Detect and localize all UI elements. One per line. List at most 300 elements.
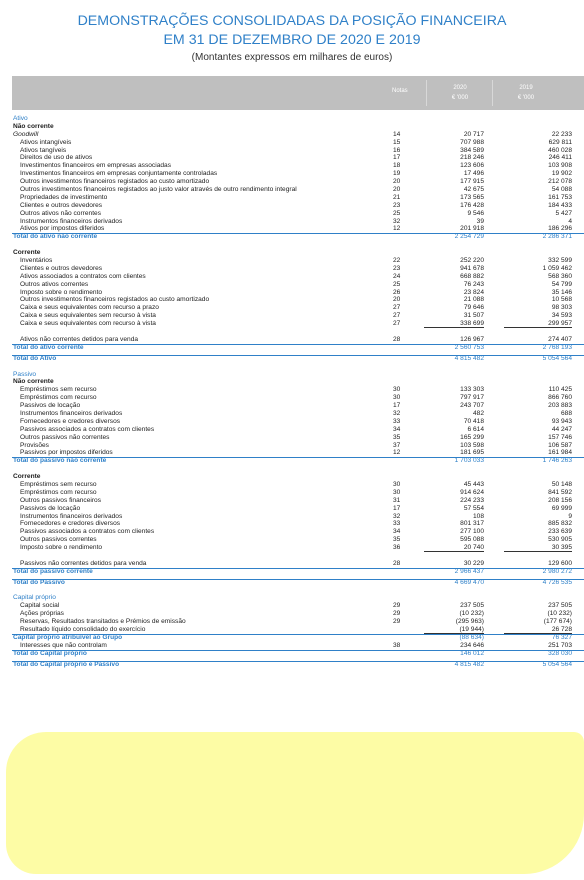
row-note: 23 [393, 201, 401, 209]
table-row [12, 560, 584, 568]
value-2019: 233 639 [548, 528, 572, 536]
total-row [12, 634, 584, 642]
row-label: Total do Capital próprio [13, 649, 87, 657]
row-note: 37 [393, 441, 401, 449]
section-heading [12, 115, 584, 123]
spacer-row [12, 328, 584, 336]
balance-sheet-table [12, 112, 584, 668]
value-2019: 10 568 [551, 296, 572, 304]
value-2019: 1 059 462 [542, 264, 572, 272]
value-2020: 277 100 [460, 528, 484, 536]
row-label: Empréstimos com recurso [20, 488, 97, 496]
value-2019: 98 303 [551, 304, 572, 312]
value-2019: 688 [560, 409, 572, 417]
value-2020: 70 418 [463, 417, 484, 425]
row-note: 19 [393, 170, 401, 178]
value-2019: 50 148 [551, 480, 572, 488]
row-label: Ativos associados a contratos com clientes [20, 272, 146, 280]
row-label: Ações próprias [20, 610, 64, 618]
value-2020: 126 967 [460, 335, 484, 343]
value-2019: 1 746 263 [542, 457, 572, 465]
row-note: 29 [393, 618, 401, 626]
table-row [12, 281, 584, 289]
table-row [12, 257, 584, 265]
value-2019: 157 746 [548, 433, 572, 441]
row-note: 12 [393, 449, 401, 457]
value-2019: 186 296 [492, 225, 572, 233]
section-heading [12, 371, 584, 379]
value-2020: 173 565 [460, 193, 484, 201]
value-2019: 212 078 [548, 178, 572, 186]
row-note: 30 [393, 488, 401, 496]
row-label: Clientes e outros devedores [20, 264, 103, 272]
row-note: 36 [393, 544, 401, 552]
value-2019: 2 768 193 [542, 343, 572, 351]
value-2020: 668 882 [460, 272, 484, 280]
notes-column-header: Notas [392, 88, 408, 94]
value-2019: 30 395 [492, 544, 572, 552]
value-2019: 129 600 [548, 559, 572, 567]
table-row [12, 473, 584, 481]
row-note: 23 [393, 264, 401, 272]
value-2019: 203 883 [548, 402, 572, 410]
table-row [12, 626, 584, 634]
value-2019: 106 587 [548, 441, 572, 449]
yellow-highlight-marker [6, 732, 584, 874]
statement-title-line1: DEMONSTRAÇÕES CONSOLIDADAS DA POSIÇÃO FINANCEIRA [77, 13, 507, 29]
value-2019: (10 232) [547, 610, 572, 618]
value-2019: 54 088 [551, 186, 572, 194]
row-note: 29 [393, 602, 401, 610]
row-label: Passivos associados a contratos com clientes [20, 528, 155, 536]
row-label: Corrente [13, 249, 41, 257]
row-label: Empréstimos sem recurso [20, 386, 97, 394]
row-label: Instrumentos financeiros derivados [20, 409, 123, 417]
value-2020: 20 717 [463, 130, 484, 138]
value-2020: 20 740 [412, 544, 484, 552]
value-2020: 4 815 482 [454, 354, 484, 362]
value-2020: 237 505 [460, 602, 484, 610]
section-heading [12, 594, 584, 602]
row-note: 20 [393, 186, 401, 194]
row-label: Caixa e seus equivalentes com recurso à vista [20, 320, 156, 328]
table-row [12, 178, 584, 186]
table-row [12, 312, 584, 320]
value-2019: 161 753 [548, 193, 572, 201]
table-row [12, 210, 584, 218]
value-2020: 243 707 [460, 402, 484, 410]
value-2019: 4 [568, 217, 572, 225]
spacer-row [12, 363, 584, 371]
row-label: Não corrente [13, 122, 54, 130]
value-2020: 133 303 [460, 386, 484, 394]
value-2019: 93 943 [551, 417, 572, 425]
table-row [12, 225, 584, 233]
row-label: Imposto sobre o rendimento [20, 544, 103, 552]
total-row [12, 650, 584, 658]
row-note: 32 [393, 217, 401, 225]
row-label: Instrumentos financeiros derivados [20, 512, 123, 520]
table-row [12, 410, 584, 418]
value-2020: 79 646 [463, 304, 484, 312]
row-label: Outros ativos não correntes [20, 209, 101, 217]
value-2020: (88 634) [459, 633, 484, 641]
row-label: Ativo [13, 115, 28, 122]
total-row [12, 344, 584, 352]
table-row [12, 296, 584, 304]
table-row [12, 265, 584, 273]
table-row [12, 162, 584, 170]
table-row [12, 418, 584, 426]
row-note: 35 [393, 433, 401, 441]
table-row [12, 386, 584, 394]
value-2020: 23 824 [463, 288, 484, 296]
statement-title-line2: EM 31 DE DEZEMBRO DE 2020 E 2019 [163, 32, 421, 48]
value-2020: 103 598 [460, 441, 484, 449]
table-row [12, 442, 584, 450]
table-row [12, 131, 584, 139]
value-2020: 2 966 437 [454, 567, 484, 575]
total-row [12, 457, 584, 465]
row-note: 29 [393, 610, 401, 618]
total-row [12, 355, 584, 363]
table-row [12, 402, 584, 410]
value-2019: 54 799 [551, 280, 572, 288]
row-label: Empréstimos com recurso [20, 394, 97, 402]
value-2019: 34 593 [551, 312, 572, 320]
value-2019: 5 054 564 [542, 354, 572, 362]
value-2019: 246 411 [548, 154, 572, 162]
value-2020: 4 669 470 [454, 578, 484, 586]
value-2019: 4 726 535 [542, 578, 572, 586]
row-label: Outros investimentos financeiros registados ao custo amortizado [20, 296, 210, 304]
row-note: 31 [393, 496, 401, 504]
row-label: Propriedades de investimento [20, 193, 108, 201]
value-2019: 2 980 272 [542, 567, 572, 575]
table-row [12, 320, 584, 328]
value-2019: 5 427 [555, 209, 572, 217]
year-2020-label: 2020 [453, 85, 467, 91]
row-label: Passivos associados a contratos com clientes [20, 425, 155, 433]
value-2019: 103 908 [548, 162, 572, 170]
value-2020: 1 703 033 [454, 457, 484, 465]
value-2019: 22 233 [551, 130, 572, 138]
row-label: Passivos não correntes detidos para venda [20, 559, 147, 567]
column-divider [492, 80, 493, 106]
table-row [12, 202, 584, 210]
value-2020: 252 220 [460, 257, 484, 265]
row-note: 35 [393, 536, 401, 544]
table-row [12, 434, 584, 442]
row-note: 24 [393, 272, 401, 280]
row-note: 30 [393, 394, 401, 402]
value-2019: (177 674) [543, 618, 572, 626]
row-label: Outros passivos financeiros [20, 496, 101, 504]
value-2019: 208 156 [548, 496, 572, 504]
value-2019: 110 425 [548, 386, 572, 394]
value-2020: 595 088 [460, 536, 484, 544]
value-2020: 941 678 [460, 264, 484, 272]
value-2019: 866 760 [548, 394, 572, 402]
value-2020: 108 [472, 512, 484, 520]
row-note: 30 [393, 386, 401, 394]
value-2020: 17 496 [463, 170, 484, 178]
table-row [12, 489, 584, 497]
value-2019: 9 [568, 512, 572, 520]
value-2020: 123 606 [460, 162, 484, 170]
row-label: Outros passivos não correntes [20, 433, 110, 441]
row-label: Capital social [20, 602, 60, 610]
spacer-row [12, 241, 584, 249]
column-divider [426, 80, 427, 106]
row-label: Imposto sobre o rendimento [20, 288, 103, 296]
row-label: Passivo [13, 370, 37, 378]
spacer-row [12, 552, 584, 560]
row-note: 27 [393, 320, 401, 328]
table-row [12, 186, 584, 194]
value-2020: 707 988 [460, 138, 484, 146]
spacer-row [12, 465, 584, 473]
total-row [12, 661, 584, 669]
row-label: Inventários [20, 257, 53, 265]
table-row [12, 147, 584, 155]
row-note: 20 [393, 178, 401, 186]
value-2019: 44 247 [551, 425, 572, 433]
row-label: Outros investimentos financeiros registados ao custo amortizado [20, 178, 210, 186]
row-label: Capital próprio [13, 594, 56, 602]
value-2020: 42 675 [463, 186, 484, 194]
row-label: Passivos de locação [20, 504, 81, 512]
row-note: 33 [393, 520, 401, 528]
total-row [12, 579, 584, 587]
row-label: Clientes e outros devedores [20, 201, 103, 209]
value-2020: 165 299 [460, 433, 484, 441]
value-2019: 530 905 [548, 536, 572, 544]
table-row [12, 618, 584, 626]
value-2020: 338 699 [412, 320, 484, 328]
row-label: Total do Capital próprio e Passivo [13, 660, 120, 668]
table-row [12, 194, 584, 202]
value-2019: 19 902 [551, 170, 572, 178]
table-row [12, 602, 584, 610]
table-row [12, 610, 584, 618]
total-row [12, 233, 584, 241]
value-2020: 914 624 [460, 488, 484, 496]
row-note: 32 [393, 409, 401, 417]
row-note: 28 [393, 335, 401, 343]
value-2019: 568 360 [548, 272, 572, 280]
value-2019: 237 505 [548, 602, 572, 610]
row-label: Capital próprio atribuível ao Grupo [13, 633, 123, 641]
table-row [12, 505, 584, 513]
row-note: 27 [393, 304, 401, 312]
value-2019: 629 811 [548, 138, 572, 146]
statement-subtitle: (Montantes expressos em milhares de euros) [191, 52, 393, 63]
value-2020: 45 443 [463, 480, 484, 488]
row-label: Fornecedores e credores diversos [20, 417, 121, 425]
value-2020: 2 560 753 [454, 343, 484, 351]
row-label: Reservas, Resultados transitados e Prémios de emissão [20, 618, 186, 626]
spacer-row [12, 587, 584, 595]
row-note: 20 [393, 296, 401, 304]
year-2019-unit: € '000 [517, 95, 535, 101]
table-row [12, 394, 584, 402]
table-row [12, 154, 584, 162]
row-note: 22 [393, 257, 401, 265]
value-2019: 184 433 [548, 201, 572, 209]
value-2019: 841 592 [548, 488, 572, 496]
value-2019: 460 028 [548, 146, 572, 154]
value-2020: 234 646 [460, 641, 484, 649]
value-2019: 299 957 [492, 320, 572, 328]
value-2020: 146 012 [460, 649, 484, 657]
table-row [12, 528, 584, 536]
row-label: Outros ativos correntes [20, 280, 89, 288]
row-label: Ativos intangíveis [20, 138, 72, 146]
row-label: Total do passivo não corrente [13, 457, 107, 465]
row-label: Corrente [13, 473, 41, 481]
table-row [12, 336, 584, 344]
table-row [12, 497, 584, 505]
row-note: 15 [393, 138, 401, 146]
year-2019-column-header [497, 83, 555, 103]
value-2020: 2 254 729 [454, 233, 484, 241]
value-2020: 76 243 [463, 280, 484, 288]
value-2020: 181 695 [412, 449, 484, 457]
table-row [12, 289, 584, 297]
row-label: Provisões [20, 441, 49, 449]
column-header-bar [12, 76, 584, 110]
row-note: 34 [393, 425, 401, 433]
value-2020: 201 918 [412, 225, 484, 233]
table-row [12, 426, 584, 434]
table-row [12, 273, 584, 281]
row-note: 25 [393, 280, 401, 288]
value-2020: 218 246 [460, 154, 484, 162]
value-2020: 6 614 [467, 425, 484, 433]
row-label: Investimentos financeiros em empresas associadas [20, 162, 171, 170]
row-label: Instrumentos financeiros derivados [20, 217, 123, 225]
table-row [12, 139, 584, 147]
table-row [12, 123, 584, 131]
row-note: 17 [393, 402, 401, 410]
value-2019: 161 984 [492, 449, 572, 457]
value-2020: 384 589 [460, 146, 484, 154]
value-2019: 5 054 564 [542, 660, 572, 668]
table-row [12, 520, 584, 528]
row-label: Passivos por impostos diferidos [20, 449, 113, 457]
row-label: Total do ativo não corrente [13, 233, 98, 241]
row-label: Investimentos financeiros em empresas conjuntamente controladas [20, 170, 218, 178]
row-label: Caixa e seus equivalentes com recurso a prazo [20, 304, 159, 312]
value-2020: 482 [472, 409, 484, 417]
row-note: 17 [393, 154, 401, 162]
row-note: 25 [393, 209, 401, 217]
row-note: 14 [393, 130, 401, 138]
value-2020: 30 229 [463, 559, 484, 567]
table-row [12, 170, 584, 178]
row-note: 30 [393, 480, 401, 488]
row-label: Empréstimos sem recurso [20, 480, 97, 488]
table-row [12, 249, 584, 257]
table-row [12, 378, 584, 386]
table-row [12, 218, 584, 226]
table-row [12, 449, 584, 457]
value-2019: 274 407 [548, 335, 572, 343]
table-row [12, 304, 584, 312]
row-note: 34 [393, 528, 401, 536]
table-row [12, 544, 584, 552]
table-row [12, 481, 584, 489]
row-label: Interesses que não controlam [20, 641, 107, 649]
row-note: 17 [393, 504, 401, 512]
value-2020: 801 317 [460, 520, 484, 528]
year-2020-column-header [431, 83, 489, 103]
row-label: Goodwill [13, 130, 39, 138]
value-2019: 251 703 [548, 641, 572, 649]
value-2020: 797 917 [460, 394, 484, 402]
row-label: Total do Passivo [13, 578, 65, 586]
value-2020: 31 507 [463, 312, 484, 320]
row-label: Caixa e seus equivalentes sem recurso à vista [20, 312, 156, 320]
value-2020: (10 232) [459, 610, 484, 618]
value-2020: 21 088 [463, 296, 484, 304]
row-label: Ativos tangíveis [20, 146, 67, 154]
value-2019: 2 286 371 [542, 233, 572, 241]
value-2019: 76 327 [551, 633, 572, 641]
row-label: Fornecedores e credores diversos [20, 520, 121, 528]
row-note: 38 [393, 641, 401, 649]
value-2019: 26 728 [492, 626, 572, 634]
value-2020: 4 815 482 [454, 660, 484, 668]
row-note: 32 [393, 512, 401, 520]
row-note: 33 [393, 417, 401, 425]
row-note: 16 [393, 146, 401, 154]
value-2019: 69 999 [551, 504, 572, 512]
row-note: 18 [393, 162, 401, 170]
row-label: Outros investimentos financeiros registados ao justo valor através de outro rendimento integral [20, 186, 297, 194]
value-2020: 57 554 [463, 504, 484, 512]
row-label: Outros passivos correntes [20, 536, 97, 544]
row-label: Não corrente [13, 378, 54, 386]
value-2020: 224 233 [460, 496, 484, 504]
value-2019: 332 599 [548, 257, 572, 265]
table-row [12, 513, 584, 521]
year-2020-unit: € '000 [451, 95, 469, 101]
value-2020: 177 915 [460, 178, 484, 186]
value-2020: 9 546 [467, 209, 484, 217]
row-label: Resultado líquido consolidado do exercício [20, 626, 146, 633]
row-label: Ativos por impostos diferidos [20, 225, 105, 233]
row-label: Total do passivo corrente [13, 567, 93, 575]
table-row [12, 642, 584, 650]
value-2020: 39 [476, 217, 484, 225]
value-2019: 328 030 [548, 649, 572, 657]
table-row [12, 536, 584, 544]
row-label: Ativos não correntes detidos para venda [20, 335, 139, 343]
value-2019: 885 832 [548, 520, 572, 528]
row-label: Direitos de uso de ativos [20, 154, 93, 162]
row-note: 12 [393, 225, 401, 233]
row-note: 26 [393, 288, 401, 296]
value-2020: (19 944) [412, 626, 484, 634]
row-note: 28 [393, 559, 401, 567]
row-label: Total do ativo corrente [13, 343, 84, 351]
value-2020: 176 428 [460, 201, 484, 209]
row-label: Passivos de locação [20, 402, 81, 410]
total-row [12, 568, 584, 576]
year-2019-label: 2019 [519, 85, 533, 91]
